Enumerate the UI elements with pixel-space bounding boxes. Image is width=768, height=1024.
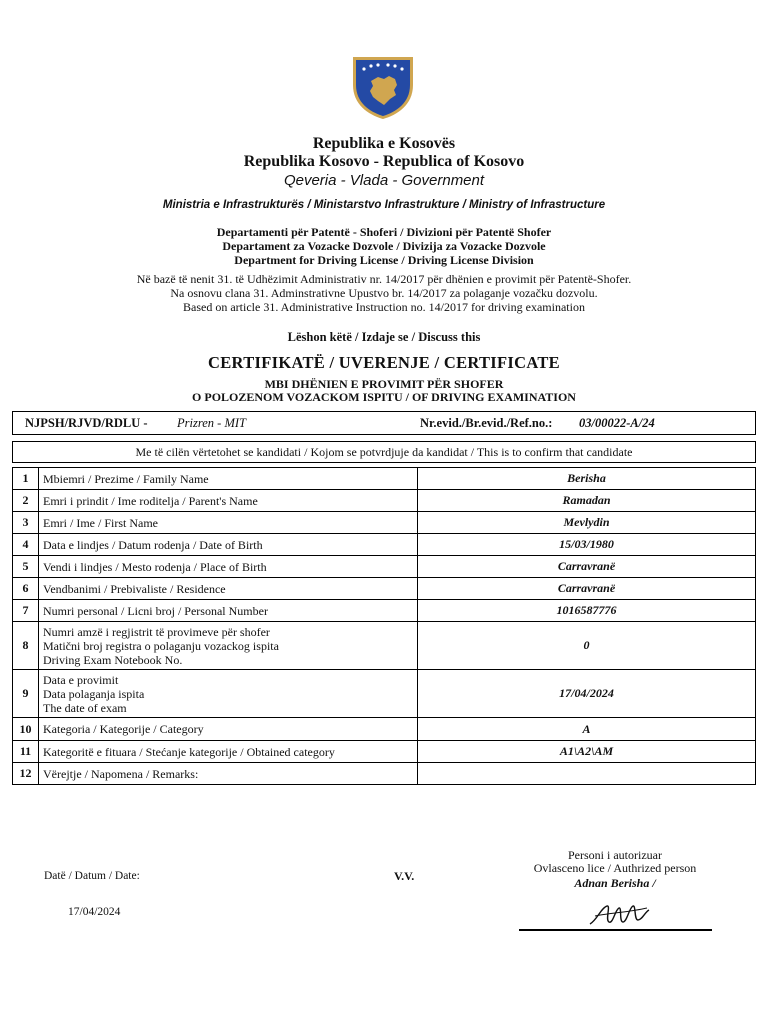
office-value: Prizren - MIT <box>177 416 246 430</box>
field-value <box>418 763 756 785</box>
table-row <box>13 741 756 763</box>
field-label: Numri personal / Licni broj / Personal Number <box>39 600 418 622</box>
signature-line <box>519 929 712 931</box>
row-number: 9 <box>13 670 39 718</box>
field-label: Data e lindjes / Datum rodenja / Date of Birth <box>39 534 418 556</box>
legal-basis-sr: Na osnovu clana 31. Adminstrativne Upustvo br. 14/2017 za polaganje vozačku dozvolu. <box>170 286 598 300</box>
field-label: Mbiemri / Prezime / Family Name <box>39 468 418 490</box>
field-label-line: Data e provimit <box>43 672 119 687</box>
department-line-2: Departament za Vozacke Dozvole / Divizija za Vozacke Dozvole <box>222 239 546 253</box>
field-label <box>39 622 418 670</box>
confirmation-statement: Me të cilën vërtetohet se kandidati / Kojom se potvrdjuje da kandidat / This is to confirm that candidate <box>12 441 756 463</box>
department-line-1: Departamenti për Patentë - Shoferi / Divizioni për Patentë Shofer <box>216 225 552 239</box>
row-number: 2 <box>13 490 39 512</box>
field-label-line: Data polaganja ispita <box>43 686 145 701</box>
table-row <box>13 490 756 512</box>
field-label-line: The date of exam <box>43 700 127 715</box>
country-name-al: Republika e Kosovës <box>312 135 456 152</box>
row-number: 8 <box>13 622 39 670</box>
row-number: 12 <box>13 763 39 785</box>
row-number: 1 <box>13 468 39 490</box>
field-value: A1\A2\AM <box>418 741 756 763</box>
candidate-data-table <box>12 467 756 785</box>
field-value: Berisha <box>418 468 756 490</box>
row-number: 5 <box>13 556 39 578</box>
legal-basis-en: Based on article 31. Administrative Instruction no. 14/2017 for driving examination <box>183 300 585 314</box>
table-row <box>13 600 756 622</box>
field-label: Kategoritë e fituara / Stećanje kategorije / Obtained category <box>39 741 418 763</box>
field-label-line: Numri amzë i regjistrit të provimeve për shofer <box>43 624 270 639</box>
table-row <box>13 622 756 670</box>
field-label-line: Driving Exam Notebook No. <box>43 652 183 667</box>
field-label <box>39 670 418 718</box>
field-value: Mevlydin <box>418 512 756 534</box>
reference-box <box>12 411 756 435</box>
date-value: 17/04/2024 <box>68 906 121 918</box>
field-value: A <box>418 718 756 741</box>
table-row <box>13 468 756 490</box>
reference-number-label: Nr.evid./Br.evid./Ref.no.: <box>420 416 553 430</box>
reference-number-value: 03/00022-A/24 <box>579 416 655 430</box>
table-row <box>13 670 756 718</box>
field-value: Ramadan <box>418 490 756 512</box>
certificate-title: CERTIFIKATË / UVERENJE / CERTIFICATE <box>208 353 560 372</box>
field-label-line: Matični broj registra o polaganju vozackog ispita <box>43 638 279 653</box>
field-value: 1016587776 <box>418 600 756 622</box>
field-label: Vendbanimi / Prebivaliste / Residence <box>39 578 418 600</box>
field-label: Emri / Ime / First Name <box>39 512 418 534</box>
authorized-person-name: Adnan Berisha / <box>574 876 656 890</box>
government-label: Qeveria - Vlada - Government <box>283 172 485 189</box>
authorized-person-label: Personi i autorizuar <box>568 848 662 862</box>
field-label: Vërejtje / Napomena / Remarks: <box>39 763 418 785</box>
row-number: 6 <box>13 578 39 600</box>
table-row <box>13 534 756 556</box>
field-label: Vendi i lindjes / Mesto rodenja / Place of Birth <box>39 556 418 578</box>
certificate-subtitle-2: O POLOZENOM VOZACKOM ISPITU / OF DRIVING EXAMINATION <box>192 390 576 404</box>
issue-text: Lëshon këtë / Izdaje se / Discuss this <box>287 330 481 344</box>
field-value: 0 <box>418 622 756 670</box>
department-line-3: Department for Driving License / Driving License Division <box>234 253 534 267</box>
field-label: Emri i prindit / Ime roditelja / Parent's Name <box>39 490 418 512</box>
row-number: 10 <box>13 718 39 741</box>
row-number: 4 <box>13 534 39 556</box>
table-row <box>13 556 756 578</box>
field-value: 17/04/2024 <box>418 670 756 718</box>
row-number: 11 <box>13 741 39 763</box>
field-value: 15/03/1980 <box>418 534 756 556</box>
row-number: 3 <box>13 512 39 534</box>
table-row <box>13 578 756 600</box>
signature-icon <box>585 898 655 930</box>
table-row <box>13 512 756 534</box>
field-label: Kategoria / Kategorije / Category <box>39 718 418 741</box>
certificate-subtitle-1: MBI DHËNIEN E PROVIMIT PËR SHOFER <box>264 377 504 391</box>
field-value: Carravranë <box>418 556 756 578</box>
authorized-person-label-multi: Ovlasceno lice / Authrized person <box>533 861 697 875</box>
table-row <box>13 763 756 785</box>
ministry-name: Ministria e Infrastrukturës / Ministarstvo Infrastrukture / Ministry of Infrastructure <box>162 199 606 211</box>
kosovo-emblem-icon <box>351 55 415 121</box>
field-value: Carravranë <box>418 578 756 600</box>
office-label: NJPSH/RJVD/RDLU - <box>25 416 148 430</box>
table-row <box>13 718 756 741</box>
legal-basis-al: Në bazë të nenit 31. të Udhëzimit Administrativ nr. 14/2017 për dhënien e provimit për Patentë-Shofer. <box>136 272 632 286</box>
date-label: Datë / Datum / Date: <box>44 870 140 882</box>
seal-placeholder: V.V. <box>394 869 415 883</box>
country-name-multi: Republika Kosovo - Republica of Kosovo <box>243 153 525 170</box>
row-number: 7 <box>13 600 39 622</box>
